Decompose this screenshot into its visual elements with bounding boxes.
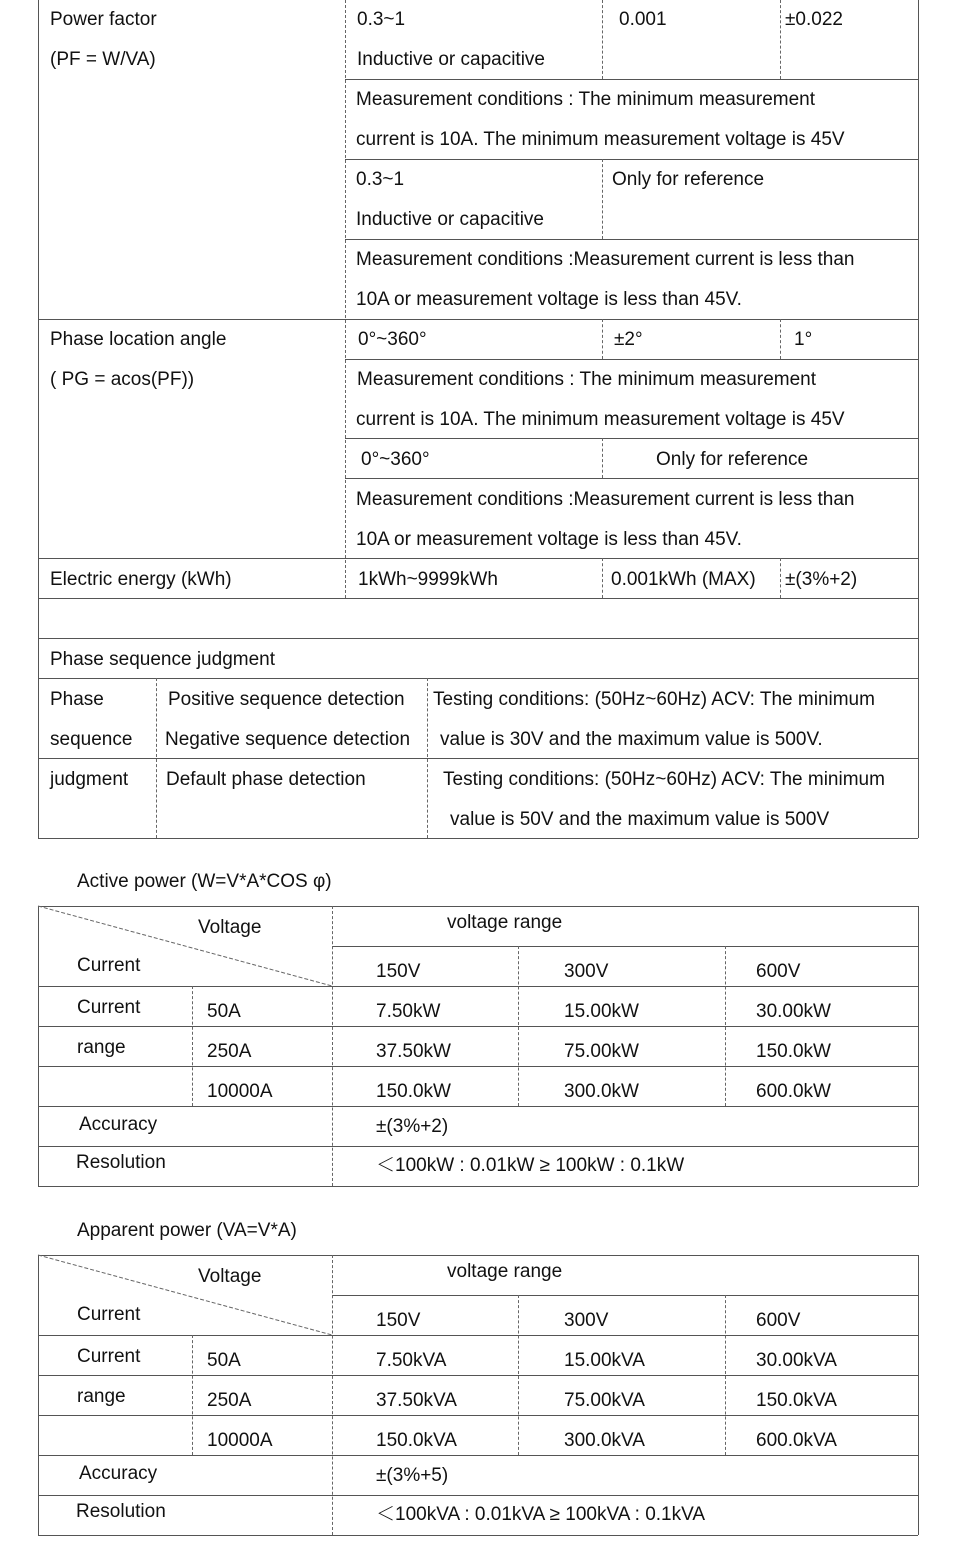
phase-seq-title: Phase sequence judgment bbox=[50, 649, 275, 670]
pf-label: Power factor bbox=[50, 9, 157, 30]
phase-seq-label: sequence bbox=[50, 729, 133, 750]
header-current: Current bbox=[77, 1304, 141, 1325]
pf-cond1: current is 10A. The minimum measurement voltage is 45V bbox=[356, 129, 845, 150]
table-cell: 150.0kW bbox=[756, 1041, 831, 1062]
accuracy-value: ±(3%+5) bbox=[376, 1465, 449, 1486]
pg-cond1: current is 10A. The minimum measurement voltage is 45V bbox=[356, 409, 845, 430]
resolution-label: Resolution bbox=[76, 1501, 166, 1522]
table-cell: 15.00kVA bbox=[564, 1350, 645, 1371]
table-cell: 300.0kVA bbox=[564, 1430, 645, 1451]
amp-row-header: 250A bbox=[207, 1390, 252, 1411]
header-voltage: Voltage bbox=[198, 1266, 262, 1287]
energy-accuracy: ±(3%+2) bbox=[785, 569, 858, 590]
pg-accuracy: ±2° bbox=[614, 329, 643, 350]
energy-range: 1kWh~9999kWh bbox=[358, 569, 498, 590]
phase-seq-cond2: Testing conditions: (50Hz~60Hz) ACV: The minimum bbox=[443, 769, 885, 790]
pg-ref: Only for reference bbox=[656, 449, 809, 470]
pg-label: Phase location angle bbox=[50, 329, 227, 350]
current-range-label: Current bbox=[77, 1346, 141, 1367]
table-cell: 600.0kVA bbox=[756, 1430, 837, 1451]
phase-seq-item: Positive sequence detection bbox=[168, 689, 405, 710]
section-title: Apparent power (VA=V*A) bbox=[77, 1220, 297, 1241]
pf-cond2: 10A or measurement voltage is less than 45V. bbox=[356, 289, 742, 310]
accuracy-label: Accuracy bbox=[79, 1114, 158, 1135]
pf-ref: Only for reference bbox=[612, 169, 765, 190]
energy-label: Electric energy (kWh) bbox=[50, 569, 232, 590]
resolution-value: ＜100kVA : 0.01kVA ≥ 100kVA : 0.1kVA bbox=[376, 1504, 706, 1525]
pg-cond2: 10A or measurement voltage is less than 45V. bbox=[356, 529, 742, 550]
table-cell: 7.50kVA bbox=[376, 1350, 447, 1371]
pf-range: 0.3~1 bbox=[357, 9, 406, 30]
accuracy-value: ±(3%+2) bbox=[376, 1116, 449, 1137]
amp-row-header: 250A bbox=[207, 1041, 252, 1062]
amp-row-header: 10000A bbox=[207, 1430, 273, 1451]
resolution-label: Resolution bbox=[76, 1152, 166, 1173]
table-cell: 37.50kW bbox=[376, 1041, 451, 1062]
section-title: Active power (W=V*A*COS φ) bbox=[77, 871, 332, 892]
phase-seq-cond1: Testing conditions: (50Hz~60Hz) ACV: The minimum bbox=[433, 689, 875, 710]
energy-resolution: 0.001kWh (MAX) bbox=[611, 569, 756, 590]
pf-accuracy: ±0.022 bbox=[785, 9, 843, 30]
table-cell: 600.0kW bbox=[756, 1081, 831, 1102]
pf-range2: 0.3~1 bbox=[356, 169, 405, 190]
pg-range2: 0°~360° bbox=[361, 449, 430, 470]
pg-cond2: Measurement conditions :Measurement current is less than bbox=[356, 489, 855, 510]
phase-seq-cond1: value is 30V and the maximum value is 500V. bbox=[440, 729, 823, 750]
table-cell: 75.00kW bbox=[564, 1041, 639, 1062]
voltage-column-header: 150V bbox=[376, 961, 421, 982]
pf-range-sub: Inductive or capacitive bbox=[357, 49, 545, 70]
voltage-column-header: 600V bbox=[756, 1310, 801, 1331]
table-cell: 150.0kW bbox=[376, 1081, 451, 1102]
phase-seq-item: Default phase detection bbox=[166, 769, 366, 790]
current-range-label: range bbox=[77, 1037, 126, 1058]
table-cell: 75.00kVA bbox=[564, 1390, 645, 1411]
table-cell: 30.00kW bbox=[756, 1001, 831, 1022]
accuracy-label: Accuracy bbox=[79, 1463, 158, 1484]
table-cell: 15.00kW bbox=[564, 1001, 639, 1022]
pf-range2-sub: Inductive or capacitive bbox=[356, 209, 544, 230]
pf-cond1: Measurement conditions : The minimum measurement bbox=[356, 89, 816, 110]
pf-formula: (PF = W/VA) bbox=[50, 49, 156, 70]
pg-resolution: 1° bbox=[794, 329, 813, 350]
header-voltage-range: voltage range bbox=[447, 912, 563, 933]
pf-cond2: Measurement conditions :Measurement current is less than bbox=[356, 249, 855, 270]
phase-seq-cond2: value is 50V and the maximum value is 500V bbox=[450, 809, 830, 830]
pf-resolution: 0.001 bbox=[619, 9, 667, 30]
table-cell: 150.0kVA bbox=[376, 1430, 457, 1451]
header-voltage-range: voltage range bbox=[447, 1261, 563, 1282]
amp-row-header: 10000A bbox=[207, 1081, 273, 1102]
current-range-label: range bbox=[77, 1386, 126, 1407]
voltage-column-header: 600V bbox=[756, 961, 801, 982]
header-current: Current bbox=[77, 955, 141, 976]
voltage-column-header: 150V bbox=[376, 1310, 421, 1331]
phase-seq-label: Phase bbox=[50, 689, 104, 710]
pg-formula: ( PG = acos(PF)) bbox=[50, 369, 195, 390]
amp-row-header: 50A bbox=[207, 1001, 241, 1022]
table-cell: 37.50kVA bbox=[376, 1390, 457, 1411]
voltage-column-header: 300V bbox=[564, 961, 609, 982]
pg-range: 0°~360° bbox=[358, 329, 427, 350]
pg-cond1: Measurement conditions : The minimum measurement bbox=[357, 369, 817, 390]
table-cell: 150.0kVA bbox=[756, 1390, 837, 1411]
header-voltage: Voltage bbox=[198, 917, 262, 938]
table-cell: 300.0kW bbox=[564, 1081, 639, 1102]
phase-seq-item: Negative sequence detection bbox=[165, 729, 411, 750]
phase-seq-label: judgment bbox=[50, 769, 129, 790]
resolution-value: ＜100kW : 0.01kW ≥ 100kW : 0.1kW bbox=[376, 1155, 685, 1176]
voltage-column-header: 300V bbox=[564, 1310, 609, 1331]
amp-row-header: 50A bbox=[207, 1350, 241, 1371]
current-range-label: Current bbox=[77, 997, 141, 1018]
table-cell: 30.00kVA bbox=[756, 1350, 837, 1371]
table-cell: 7.50kW bbox=[376, 1001, 441, 1022]
